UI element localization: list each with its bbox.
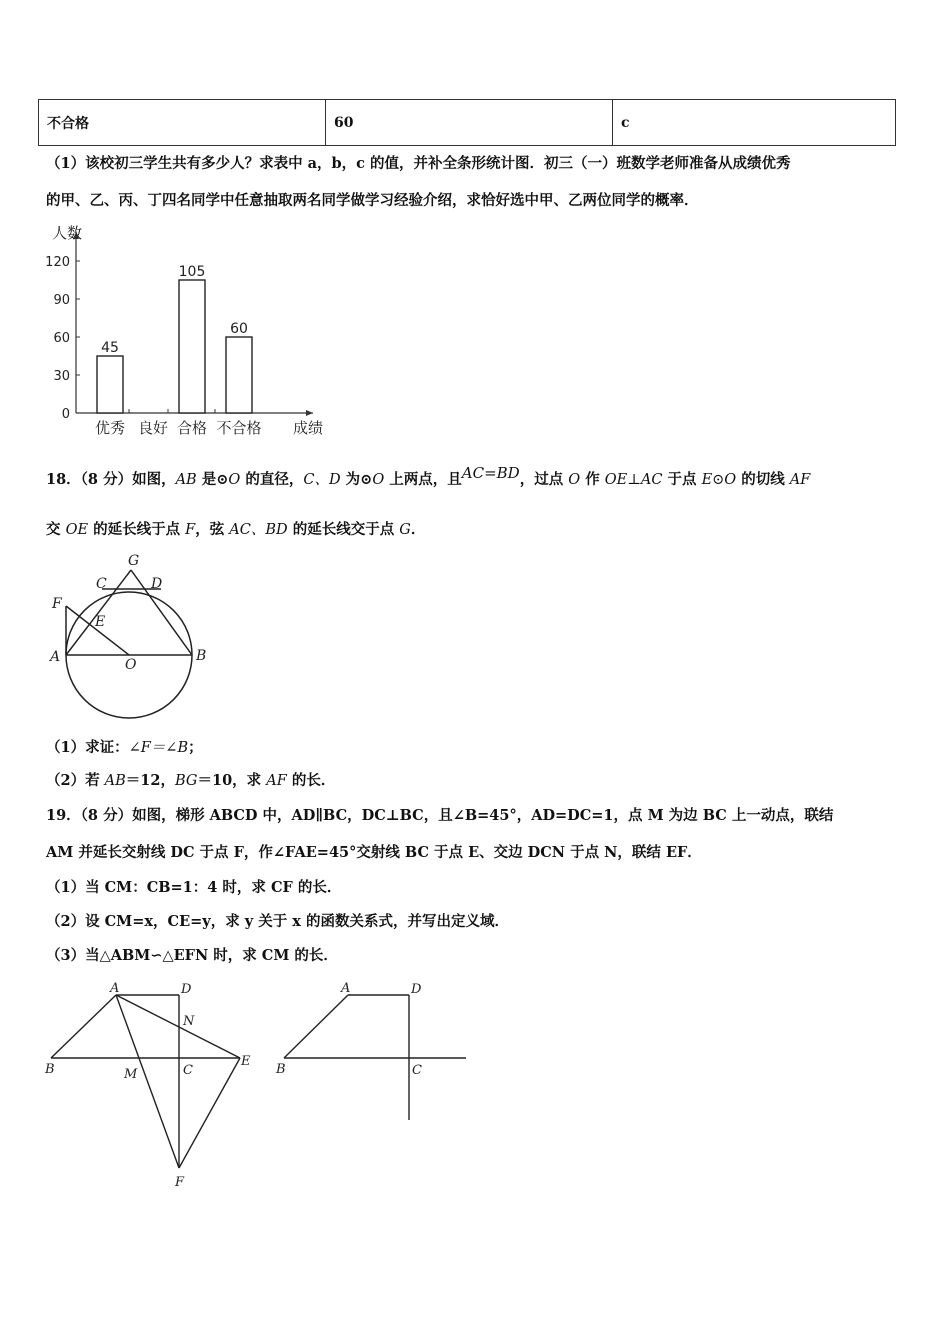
q18-text: 上两点，且 xyxy=(384,471,462,488)
x-tick-label: 合格 xyxy=(176,419,208,437)
q18-circle-figure xyxy=(38,548,218,723)
label-b: B xyxy=(45,1062,55,1077)
q18-math-cd: C、D xyxy=(303,472,341,488)
x-tick-label: 优秀 xyxy=(94,419,126,437)
q18-math-ac-bd: AC、BD xyxy=(229,522,288,538)
q17-part1-line1: （1）该校初三学生共有多少人？求表中 a，b，c 的值，并补全条形统计图．初三（一）班数学老师准备从成绩优秀 xyxy=(46,155,791,172)
label-c: C xyxy=(183,1063,193,1078)
q18-math-ab: AB xyxy=(175,472,197,488)
line-ab xyxy=(284,995,348,1058)
q18-text: ，弦 xyxy=(195,521,230,538)
q18-arc-equation: AC=BD xyxy=(461,464,520,482)
q18-sub1 xyxy=(46,736,203,757)
q18-text: （2）若 xyxy=(46,772,105,789)
table-cell-count: 60 xyxy=(326,100,613,146)
x-tick-label: 良好 xyxy=(137,419,169,437)
q18-text: 作 xyxy=(580,471,605,488)
q19-line2: AM 并延长交射线 DC 于点 F，作∠FAE=45°交射线 BC 于点 E、交边 DCN 于点 N，联结 EF． xyxy=(46,844,702,861)
y-tick-label: 0 xyxy=(61,407,70,422)
table-row xyxy=(39,100,896,146)
q18-math-o: O xyxy=(372,472,385,488)
chart-plot-area xyxy=(45,224,323,437)
q18-text: 的直径， xyxy=(240,471,304,488)
q18-text: 的切线 xyxy=(736,471,790,488)
label-e: E xyxy=(95,614,106,630)
q18-text: 交 xyxy=(46,521,66,538)
q18-text: 为⊙ xyxy=(340,471,373,488)
bar xyxy=(97,356,123,413)
q18-sub2 xyxy=(46,769,335,790)
bar-chart xyxy=(38,222,338,442)
q18-math-g: G xyxy=(399,522,411,538)
q18-math-eo: E⊙O xyxy=(701,472,737,488)
data-label: 60 xyxy=(230,321,248,337)
q19-line1: 19．（8 分）如图，梯形 ABCD 中，AD∥BC，DC⊥BC，且∠B=45°，AD=DC=1，点 M 为边 BC 上一动点，联结 xyxy=(46,807,834,824)
y-tick-label: 30 xyxy=(53,369,70,384)
label-g: G xyxy=(128,553,140,569)
label-c: C xyxy=(412,1063,422,1078)
y-axis-label: 人数 xyxy=(52,224,83,242)
label-a: A xyxy=(110,981,120,996)
q18-math-o: O xyxy=(228,472,241,488)
q18-text: 18．（8 分）如图， xyxy=(46,471,176,488)
bar xyxy=(226,337,252,413)
q18-math-ab: AB xyxy=(104,773,126,789)
q18-math-bg: BG xyxy=(174,773,198,789)
data-label: 105 xyxy=(178,264,206,280)
x-axis-arrow xyxy=(306,410,313,416)
y-tick-label: 120 xyxy=(45,255,70,270)
q18-text: 的长． xyxy=(286,772,336,789)
score-table xyxy=(38,99,896,146)
q19-sub1: （1）当 CM：CB=1：4 时，求 CF 的长． xyxy=(46,879,342,896)
q18-text: 于点 xyxy=(662,471,702,488)
y-tick-label: 90 xyxy=(53,293,70,308)
q18-math-oe: OE xyxy=(65,522,89,538)
data-label: 45 xyxy=(101,340,119,356)
label-d: D xyxy=(411,982,422,997)
label-n: N xyxy=(183,1014,195,1029)
q18-text: 的延长线于点 xyxy=(88,521,186,538)
label-c: C xyxy=(96,576,107,592)
q18-math-oe-perp: OE⊥AC xyxy=(604,472,663,488)
q19-sub2: （2）设 CM=x，CE=y，求 y 关于 x 的函数关系式，并写出定义域． xyxy=(46,913,509,930)
q18-text: ，过点 xyxy=(519,471,569,488)
label-a: A xyxy=(50,649,61,665)
q18-math-f: F xyxy=(185,522,196,538)
q18-text: ． xyxy=(410,521,426,538)
q18-text: 的延长线交于点 xyxy=(287,521,400,538)
x-axis-label: 成绩 xyxy=(293,419,324,437)
q18-line1 xyxy=(46,464,811,489)
q19-figure-2 xyxy=(270,978,470,1128)
table-cell-grade: 不合格 xyxy=(39,100,326,146)
label-f: F xyxy=(52,596,62,612)
q18-text: ＝12， xyxy=(125,772,175,789)
label-e: E xyxy=(241,1054,251,1069)
q18-math-af: AF xyxy=(266,773,287,789)
bar xyxy=(179,280,205,413)
y-tick-label: 60 xyxy=(53,331,70,346)
q18-text: ； xyxy=(188,739,203,756)
q18-text: 是⊙ xyxy=(196,471,229,488)
q18-math-angle: ∠F＝∠B xyxy=(128,740,189,756)
q18-text: ＝10，求 xyxy=(197,772,267,789)
label-f: F xyxy=(175,1175,185,1190)
line-ab xyxy=(51,995,116,1058)
q17-part1-line2: 的甲、乙、丙、丁四名同学中任意抽取两名同学做学习经验介绍，求恰好选中甲、乙两位同学的概率． xyxy=(46,192,699,209)
q18-math-af: AF xyxy=(789,472,811,488)
q18-line2 xyxy=(46,518,425,539)
q18-math-o: O xyxy=(568,472,581,488)
line-ae xyxy=(116,995,240,1058)
x-tick-label: 不合格 xyxy=(216,419,262,437)
label-d: D xyxy=(181,982,192,997)
label-b: B xyxy=(276,1062,286,1077)
q18-text: （1）求证： xyxy=(46,739,129,756)
label-o: O xyxy=(125,657,137,673)
label-m: M xyxy=(124,1067,138,1082)
table-cell-percent: c xyxy=(613,100,896,146)
label-b: B xyxy=(196,648,207,664)
label-d: D xyxy=(151,576,163,592)
q19-figure-1 xyxy=(38,978,268,1193)
q19-sub3: （3）当△ABM∽△EFN 时，求 CM 的长． xyxy=(46,947,338,964)
label-a: A xyxy=(341,981,351,996)
